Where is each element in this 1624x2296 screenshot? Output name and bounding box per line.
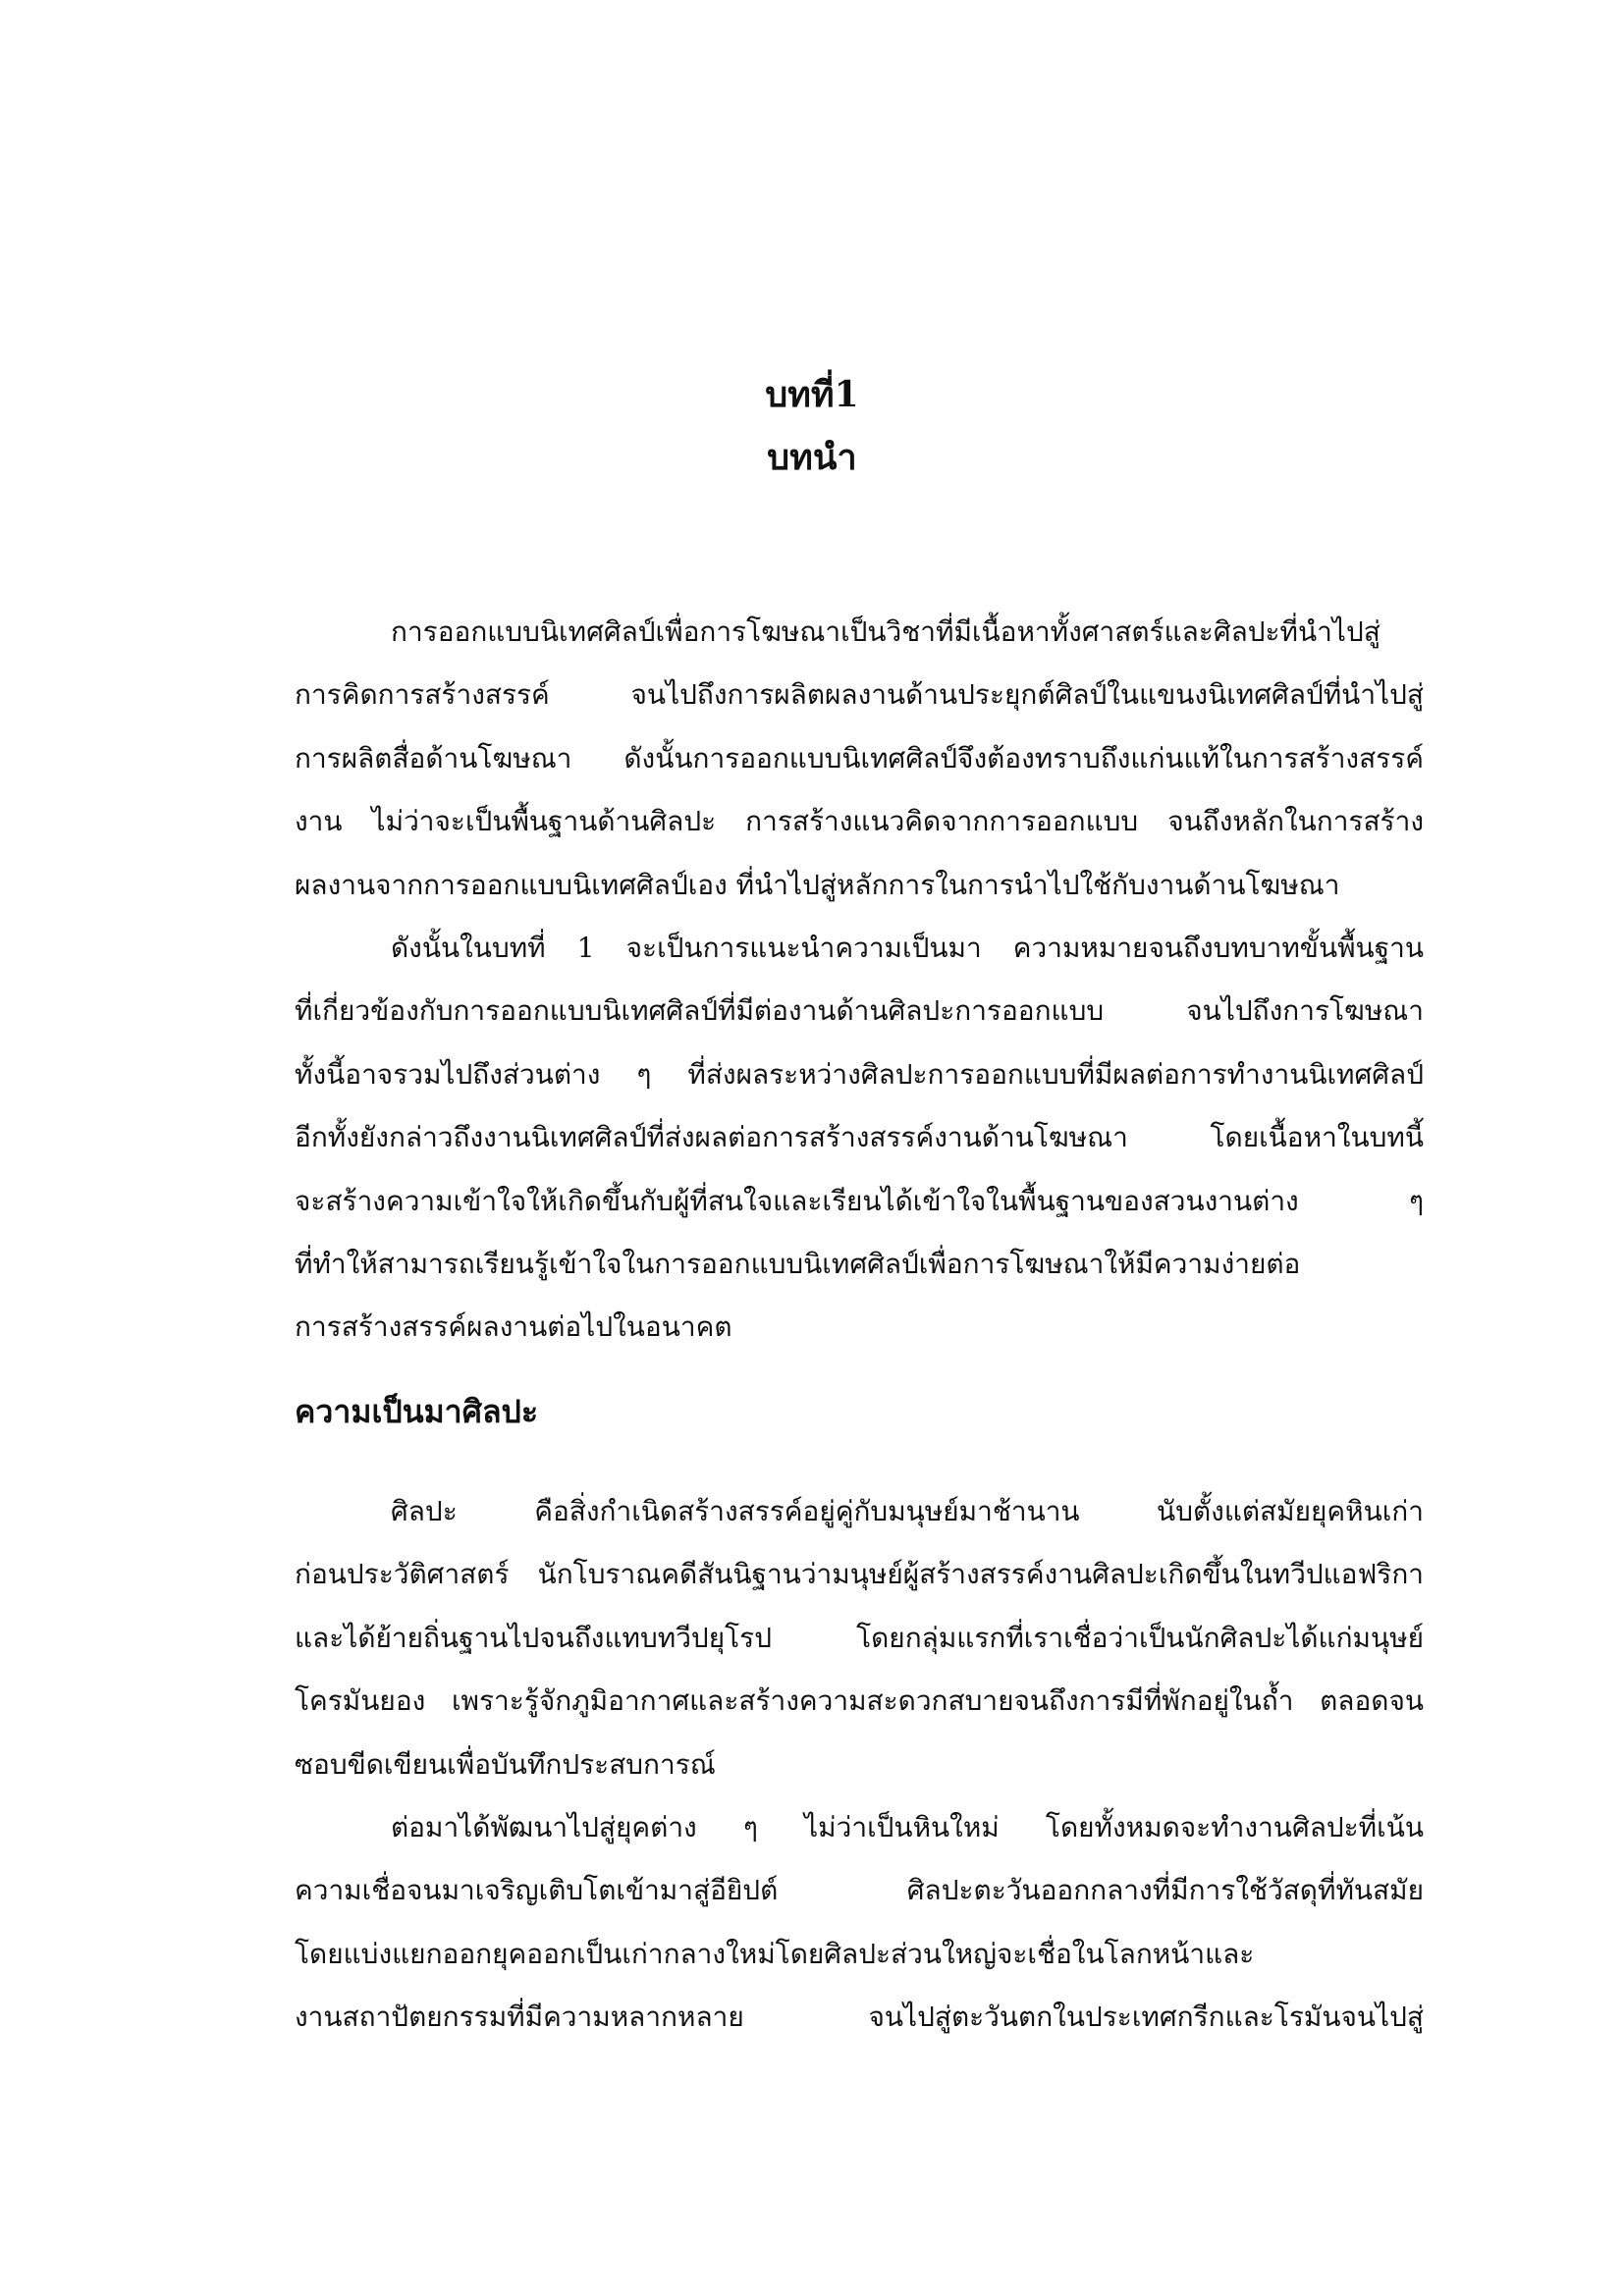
text-line: งานสถาปัตยกรรมที่มีความหลากหลาย จนไปสู่ตะวันตกในประเทศกรีกและโรมันจนไปสู่ — [295, 2001, 1424, 2034]
text-line: ดังนั้นในบทที่ 1 จะเป็นการแนะนำความเป็นมา ความหมายจนถึงบทบาทขั้นพื้นฐาน — [391, 931, 1424, 964]
text-line: การผลิตสื่อด้านโฆษณา ดังนั้นการออกแบบนิเทศศิลป์จึงต้องทราบถึงแก่นแท้ในการสร้างสรรค์ — [295, 741, 1424, 774]
text-line: โครมันยอง เพราะรู้จักภูมิอากาศและสร้างความสะดวกสบายจนถึงการมีที่พักอยู่ในถ้ำ ตลอดจน — [295, 1684, 1424, 1718]
text-line: ซอบขีดเขียนเพื่อบันทึกประสบการณ์ — [295, 1747, 716, 1781]
text-line: ความเชื่อจนมาเจริญเติบโตเข้ามาสู่อียิปต์ ศิลปะตะวันออกกลางที่มีการใช้วัสดุที่ทันสมัย — [295, 1874, 1424, 1907]
text-line: การออกแบบนิเทศศิลป์เพื่อการโฆษณาเป็นวิชาที่มีเนื้อหาทั้งศาสตร์และศิลปะที่นำไปสู่ — [391, 615, 1380, 648]
chapter-number: บทที่1 — [765, 374, 859, 415]
text-line: ที่เกี่ยวข้องกับการออกแบบนิเทศศิลป์ที่มีต่องานด้านศิลปะการออกแบบ จนไปถึงการโฆษณา — [295, 994, 1424, 1028]
text-line: ทั้งนี้อาจรวมไปถึงส่วนต่าง ๆ ที่ส่งผลระหว่างศิลปะการออกแบบที่มีผลต่อการทำงานนิเทศศิลป์ — [295, 1057, 1424, 1091]
history-paragraphs — [295, 1480, 1424, 2050]
intro-paragraphs — [295, 601, 1424, 1360]
text-line: ก่อนประวัติศาสตร์ นักโบราณคดีสันนิฐานว่ามนุษย์ผู้สร้างสรรค์งานศิลปะเกิดขึ้นในทวีปแอฟริกา — [295, 1558, 1424, 1591]
section-heading: ความเป็นมาศิลปะ — [295, 1393, 539, 1430]
text-line: โดยแบ่งแยกออกยุคออกเป็นเก่ากลางใหม่โดยศิลปะส่วนใหญ่จะเชื่อในโลกหน้าและ — [295, 1937, 1255, 1970]
text-line: ที่ทำให้สามารถเรียนรู้เข้าใจในการออกแบบนิเทศศิลป์เพื่อการโฆษณาให้มีความง่ายต่อ — [295, 1247, 1301, 1280]
text-line: และได้ย้ายถิ่นฐานไปจนถึงแทบทวีปยุโรป โดยกลุ่มแรกที่เราเชื่อว่าเป็นนักศิลปะได้แก่มนุษย์ — [295, 1621, 1424, 1654]
text-line: งาน ไม่ว่าจะเป็นพื้นฐานด้านศิลปะ การสร้างแนวคิดจากการออกแบบ จนถึงหลักในการสร้าง — [295, 805, 1424, 838]
text-line: อีกทั้งยังกล่าวถึงงานนิเทศศิลป์ที่ส่งผลต่อการสร้างสรรค์งานด้านโฆษณา โดยเนื้อหาในบทนี้ — [295, 1121, 1424, 1154]
text-line: ต่อมาได้พัฒนาไปสู่ยุคต่าง ๆ ไม่ว่าเป็นหินใหม่ โดยทั้งหมดจะทำงานศิลปะที่เน้น — [391, 1810, 1424, 1843]
text-line: ผลงานจากการออกแบบนิเทศศิลป์เอง ที่นำไปสู่หลักการในการนำไปใช้กับงานด้านโฆษณา — [295, 868, 1340, 901]
chapter-title: บทนำ — [767, 437, 857, 478]
text-line: ศิลปะ คือสิ่งกำเนิดสร้างสรรค์อยู่คู่กับมนุษย์มาช้านาน นับตั้งแต่สมัยยุคหินเก่า — [391, 1495, 1424, 1527]
text-line: การสร้างสรรค์ผลงานต่อไปในอนาคต — [295, 1310, 732, 1344]
text-line: การคิดการสร้างสรรค์ จนไปถึงการผลิตผลงานด้านประยุกต์ศิลป์ในแขนงนิเทศศิลป์ที่นำไปสู่ — [295, 678, 1424, 712]
text-line: จะสร้างความเข้าใจให้เกิดขึ้นกับผู้ที่สนใจและเรียนได้เข้าใจในพื้นฐานของสวนงานต่าง ๆ — [295, 1184, 1424, 1217]
